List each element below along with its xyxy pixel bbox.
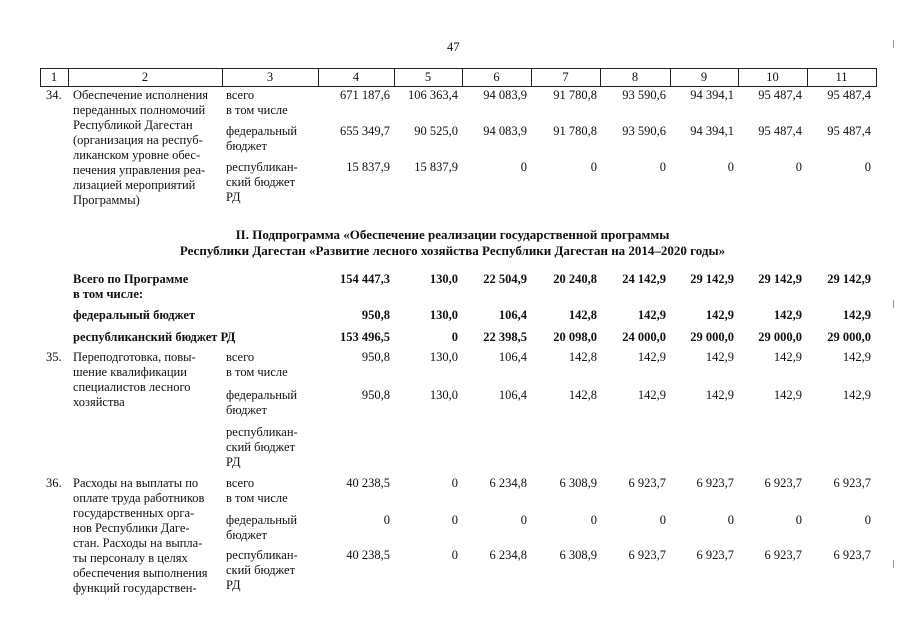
funding-source-label: федеральный: [226, 513, 298, 527]
value-cell: 0: [795, 160, 802, 174]
value-cell: 95 487,4: [827, 88, 871, 102]
funding-source-label: республикан-: [226, 160, 298, 174]
funding-source-label: республикан-: [226, 548, 298, 562]
totals-label: Всего по Программе: [73, 272, 189, 286]
totals-value: 22 504,9: [483, 272, 527, 286]
value-cell: 142,9: [773, 350, 802, 364]
value-cell: 106,4: [498, 388, 527, 402]
header-col-9: 9: [700, 70, 708, 84]
value-cell: 6 923,7: [628, 476, 666, 490]
value-cell: 130,0: [429, 388, 458, 402]
scan-mark: [893, 300, 894, 308]
header-col-10: 10: [766, 70, 779, 84]
value-cell: 94 083,9: [483, 88, 527, 102]
value-cell: 0: [520, 160, 527, 174]
funding-source-label: всего: [226, 476, 255, 490]
value-cell: 6 923,7: [764, 476, 802, 490]
value-cell: 0: [451, 513, 458, 527]
totals-value: 154 447,3: [340, 272, 390, 286]
funding-source-label: ский бюджет: [226, 175, 296, 189]
row-description-line: печения управления реа-: [73, 163, 206, 177]
header-col-7: 7: [562, 70, 569, 84]
value-cell: 130,0: [429, 350, 458, 364]
row-description-line: Республикой Дагестан: [73, 118, 193, 132]
totals-value: 950,8: [361, 308, 390, 322]
value-cell: 40 238,5: [346, 548, 390, 562]
header-col-8: 8: [631, 70, 639, 84]
totals-label: федеральный бюджет: [73, 308, 196, 322]
row-description-line: Расходы на выплаты по: [73, 476, 199, 490]
header-col-border: [876, 68, 877, 87]
totals-value: 130,0: [429, 308, 458, 322]
value-cell: 6 923,7: [696, 476, 734, 490]
scan-mark: [893, 560, 894, 568]
totals-value: 29 000,0: [827, 330, 871, 344]
totals-label: республиканский бюджет РД: [73, 330, 236, 344]
totals-value: 130,0: [429, 272, 458, 286]
value-cell: 15 837,9: [414, 160, 458, 174]
value-cell: 0: [451, 548, 458, 562]
value-cell: 142,8: [568, 350, 597, 364]
totals-value: 106,4: [498, 308, 527, 322]
value-cell: 0: [864, 160, 871, 174]
value-cell: 6 923,7: [696, 548, 734, 562]
totals-value: 22 398,5: [483, 330, 527, 344]
totals-value: 29 142,9: [758, 272, 802, 286]
value-cell: 0: [727, 513, 734, 527]
funding-source-label: ский бюджет: [226, 563, 296, 577]
value-cell: 6 234,8: [489, 476, 527, 490]
totals-value: 142,9: [637, 308, 666, 322]
value-cell: 106 363,4: [408, 88, 458, 102]
value-cell: 95 487,4: [758, 124, 802, 138]
row-number: 35.: [46, 350, 62, 364]
value-cell: 93 590,6: [622, 124, 666, 138]
totals-value: 29 142,9: [690, 272, 734, 286]
header-col-4: 4: [352, 70, 360, 84]
totals-value: 24 142,9: [622, 272, 666, 286]
value-cell: 0: [659, 513, 666, 527]
funding-source-label: в том числе: [226, 365, 288, 379]
value-cell: 94 394,1: [690, 124, 734, 138]
row-description-line: государственных орга-: [73, 506, 195, 520]
totals-value: 20 098,0: [553, 330, 597, 344]
value-cell: 0: [383, 513, 390, 527]
value-cell: 142,9: [637, 388, 666, 402]
value-cell: 142,9: [842, 388, 871, 402]
scan-mark: [893, 40, 894, 48]
value-cell: 0: [864, 513, 871, 527]
funding-source-label: всего: [226, 350, 255, 364]
row-description-line: специалистов лесного: [73, 380, 191, 394]
value-cell: 6 308,9: [559, 548, 597, 562]
value-cell: 94 394,1: [690, 88, 734, 102]
value-cell: 40 238,5: [346, 476, 390, 490]
value-cell: 0: [659, 160, 666, 174]
value-cell: 0: [727, 160, 734, 174]
header-col-1: 1: [50, 70, 58, 84]
value-cell: 6 923,7: [833, 548, 871, 562]
row-description-line: стан. Расходы на выпла-: [73, 536, 203, 550]
totals-label: в том числе:: [73, 287, 144, 301]
row-description-line: (организация на респуб-: [73, 133, 203, 147]
header-col-11: 11: [835, 70, 848, 84]
row-description-line: ликанском уровне обес-: [73, 148, 201, 162]
value-cell: 950,8: [361, 350, 390, 364]
value-cell: 6 923,7: [764, 548, 802, 562]
funding-source-label: бюджет: [226, 528, 267, 542]
row-description-line: функций государствен-: [73, 581, 197, 595]
funding-source-label: ский бюджет: [226, 440, 296, 454]
totals-value: 142,9: [773, 308, 802, 322]
row-description-line: Обеспечение исполнения: [73, 88, 209, 102]
value-cell: 6 308,9: [559, 476, 597, 490]
value-cell: 142,9: [842, 350, 871, 364]
totals-value: 142,9: [842, 308, 871, 322]
funding-source-label: республикан-: [226, 425, 298, 439]
row-description-line: оплате труда работников: [73, 491, 205, 505]
value-cell: 95 487,4: [827, 124, 871, 138]
totals-value: 24 000,0: [622, 330, 666, 344]
value-cell: 94 083,9: [483, 124, 527, 138]
value-cell: 106,4: [498, 350, 527, 364]
totals-value: 29 000,0: [758, 330, 802, 344]
header-top-border: [40, 68, 876, 69]
funding-source-label: бюджет: [226, 403, 267, 417]
funding-source-label: РД: [226, 455, 241, 469]
value-cell: 93 590,6: [622, 88, 666, 102]
value-cell: 0: [590, 160, 597, 174]
header-col-5: 5: [424, 70, 432, 84]
row-number: 36.: [46, 476, 62, 490]
totals-value: 29 142,9: [827, 272, 871, 286]
funding-source-label: всего: [226, 88, 255, 102]
row-description-line: шение квалификации: [73, 365, 187, 379]
row-description-line: нов Республики Даге-: [73, 521, 190, 535]
row-description-line: лизацией мероприятий: [73, 178, 196, 192]
value-cell: 6 923,7: [833, 476, 871, 490]
funding-source-label: в том числе: [226, 491, 288, 505]
value-cell: 950,8: [361, 388, 390, 402]
row-number: 34.: [46, 88, 62, 102]
header-col-6: 6: [493, 70, 500, 84]
row-description-line: ты персоналу в целях: [73, 551, 188, 565]
funding-source-label: бюджет: [226, 139, 267, 153]
header-col-3: 3: [266, 70, 274, 84]
totals-value: 20 240,8: [553, 272, 597, 286]
row-description-line: Переподготовка, повы-: [73, 350, 196, 364]
funding-source-label: федеральный: [226, 124, 298, 138]
value-cell: 655 349,7: [340, 124, 390, 138]
totals-value: 29 000,0: [690, 330, 734, 344]
totals-value: 142,8: [568, 308, 597, 322]
header-bottom-border: [40, 86, 876, 87]
value-cell: 142,9: [705, 350, 734, 364]
value-cell: 0: [590, 513, 597, 527]
value-cell: 0: [795, 513, 802, 527]
value-cell: 142,9: [705, 388, 734, 402]
row-description-line: переданных полномочий: [73, 103, 206, 117]
funding-source-label: федеральный: [226, 388, 298, 402]
row-description-line: хозяйства: [73, 395, 125, 409]
value-cell: 91 780,8: [553, 124, 597, 138]
value-cell: 671 187,6: [340, 88, 390, 102]
totals-value: 142,9: [705, 308, 734, 322]
funding-source-label: в том числе: [226, 103, 288, 117]
funding-source-label: РД: [226, 190, 241, 204]
value-cell: 91 780,8: [553, 88, 597, 102]
value-cell: 90 525,0: [414, 124, 458, 138]
row-description-line: Программы): [73, 193, 140, 207]
value-cell: 142,8: [568, 388, 597, 402]
section-title-line-2: Республики Дагестан «Развитие лесного хозяйства Республики Дагестан на 2014–2020 годы»: [179, 243, 726, 258]
header-col-2: 2: [141, 70, 149, 84]
funding-source-label: РД: [226, 578, 241, 592]
value-cell: 95 487,4: [758, 88, 802, 102]
value-cell: 0: [451, 476, 458, 490]
totals-value: 0: [451, 330, 458, 344]
row-description-line: обеспечения выполнения: [73, 566, 208, 580]
value-cell: 142,9: [773, 388, 802, 402]
totals-value: 153 496,5: [340, 330, 390, 344]
value-cell: 142,9: [637, 350, 666, 364]
page-number: 47: [447, 40, 460, 54]
value-cell: 6 234,8: [489, 548, 527, 562]
value-cell: 6 923,7: [628, 548, 666, 562]
value-cell: 15 837,9: [346, 160, 390, 174]
value-cell: 0: [520, 513, 527, 527]
section-title-line-1: II. Подпрограмма «Обеспечение реализации государственной программы: [235, 227, 670, 242]
